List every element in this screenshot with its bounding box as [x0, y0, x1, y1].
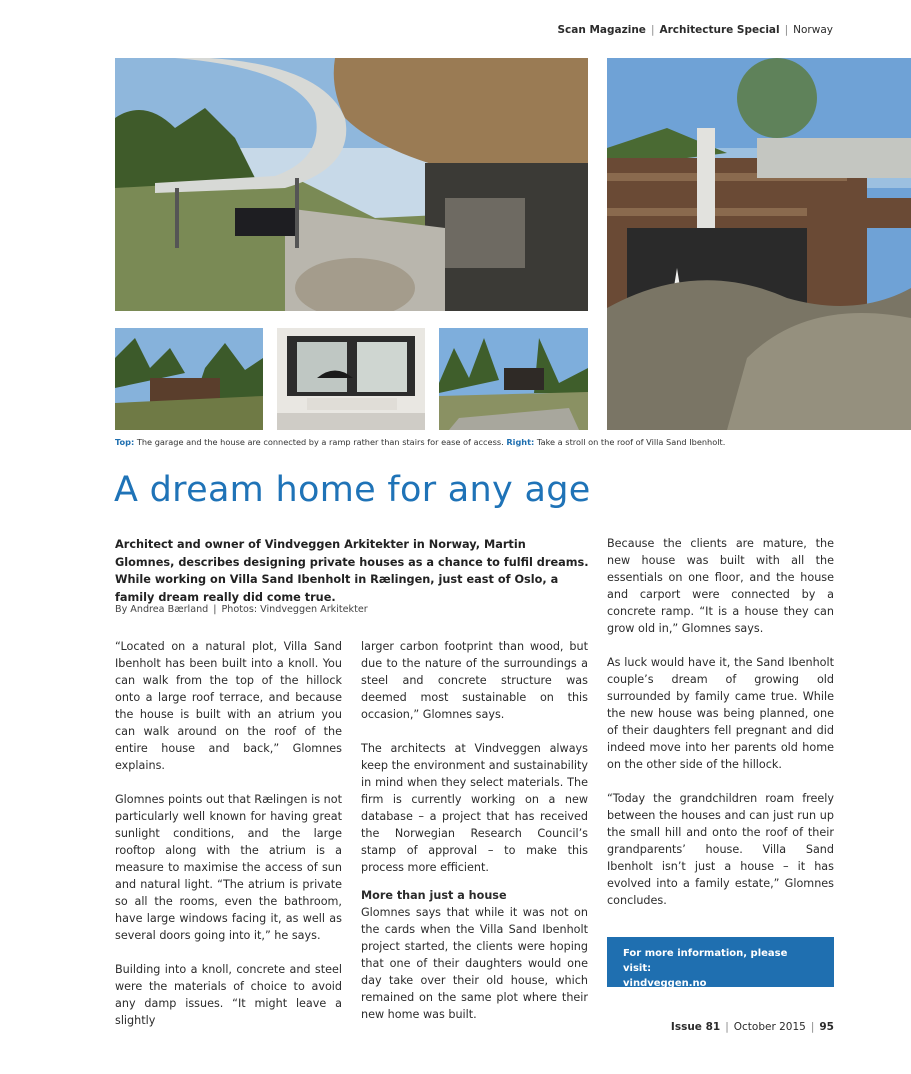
more-info-link[interactable]: vindveggen.no: [623, 978, 707, 989]
article-intro: Architect and owner of Vindveggen Arkitekter in Norway, Martin Glomnes, describes designing private houses as a chance to fulfil dreams. While working on Villa Sand Ibenholt in Rælingen, just east of Oslo, a family dream really did come true.: [115, 538, 589, 604]
caption-right-text: Take a stroll on the roof of Villa Sand Ibenholt.: [534, 437, 726, 447]
subheading: More than just a house: [361, 889, 507, 902]
byline-author: By Andrea Bærland: [115, 604, 209, 615]
article-title: A dream home for any age: [114, 470, 591, 510]
paragraph: Because the clients are mature, the new house was built with all the essentials on one floor, and the house and carport were connected by a concrete ramp. “It is a house they can grow old in,” Glomnes says.: [607, 537, 834, 635]
article-column-3: [607, 535, 834, 926]
house-exterior-thumb: [115, 328, 263, 430]
issue-date: October 2015: [733, 1021, 806, 1033]
roof-terrace-photo: [607, 58, 911, 430]
article-column-2: [361, 638, 588, 1040]
issue-number: Issue 81: [670, 1021, 721, 1033]
more-info-box: [607, 937, 834, 987]
section-name: Architecture Special: [659, 24, 780, 36]
house-hillside-thumb: [439, 328, 588, 430]
magazine-name: Scan Magazine: [557, 24, 646, 36]
caption-right-label: Right:: [506, 437, 535, 447]
paragraph: As luck would have it, the Sand Ibenholt couple’s dream of growing old surrounded by family came true. While the new house was being planned, one of their daughters fell pregnant and did indeed move into her parents old home on the other side of the hillock.: [607, 656, 834, 771]
paragraph: larger carbon footprint than wood, but due to the nature of the surroundings a steel and concrete structure was deemed most sustainable on this occasion,” Glomnes says.: [361, 640, 588, 721]
photo-caption: [115, 437, 725, 447]
country-name: Norway: [793, 24, 833, 36]
garage-ramp-photo: [115, 58, 588, 311]
more-info-label: For more information, please visit:: [623, 948, 788, 974]
caption-top-label: Top:: [115, 437, 135, 447]
paragraph: Glomnes says that while it was not on the cards when the Villa Sand Ibenholt project started, the clients were hoping that one of their daughters would one day take over their old house, which remained on the same plot where their new home was built.: [361, 906, 588, 1021]
page-number: 95: [819, 1021, 834, 1033]
paragraph: Building into a knoll, concrete and steel were the materials of choice to avoid any damp issues. “It might leave a slightly: [115, 963, 342, 1027]
paragraph: “Located on a natural plot, Villa Sand Ibenholt has been built into a knoll. You can walk from the top of the hillock onto a large roof terrace, and because the house is built with an atrium you can walk around on the roof of the entire house and back,” Glomnes explains.: [115, 640, 342, 772]
caption-top-text: The garage and the house are connected by a ramp rather than stairs for ease of access.: [134, 437, 507, 447]
byline-photos: Photos: Vindveggen Arkitekter: [221, 604, 368, 615]
page-footer: Issue 81 | October 2015 | 95: [670, 1021, 834, 1033]
paragraph: “Today the grandchildren roam freely between the houses and can just run up the small hill and onto the roof of their grandparents’ house. Villa Sand Ibenholt isn’t just a house – it has evolved into a family estate,” Glomnes concludes.: [607, 792, 834, 907]
interior-atrium-thumb: [277, 328, 425, 430]
running-header: Scan Magazine | Architecture Special | Norway: [557, 24, 833, 36]
paragraph: The architects at Vindveggen always keep the environment and sustainability in mind when they select materials. The firm is currently working on a new database – a project that has received the Norwegian Research Council’s stamp of approval – to make this process more efficient.: [361, 742, 588, 874]
paragraph: Glomnes points out that Rælingen is not particularly well known for having great sunlight conditions, and the large rooftop along with the atrium is a measure to maximise the access of sun and natural light. “The atrium is private so all the rooms, even the bathroom, have large windows facing it, as well as several doors going into it,” he says.: [115, 793, 342, 942]
article-column-1: [115, 638, 342, 1046]
byline: By Andrea Bærland | Photos: Vindveggen Arkitekter: [115, 604, 368, 615]
